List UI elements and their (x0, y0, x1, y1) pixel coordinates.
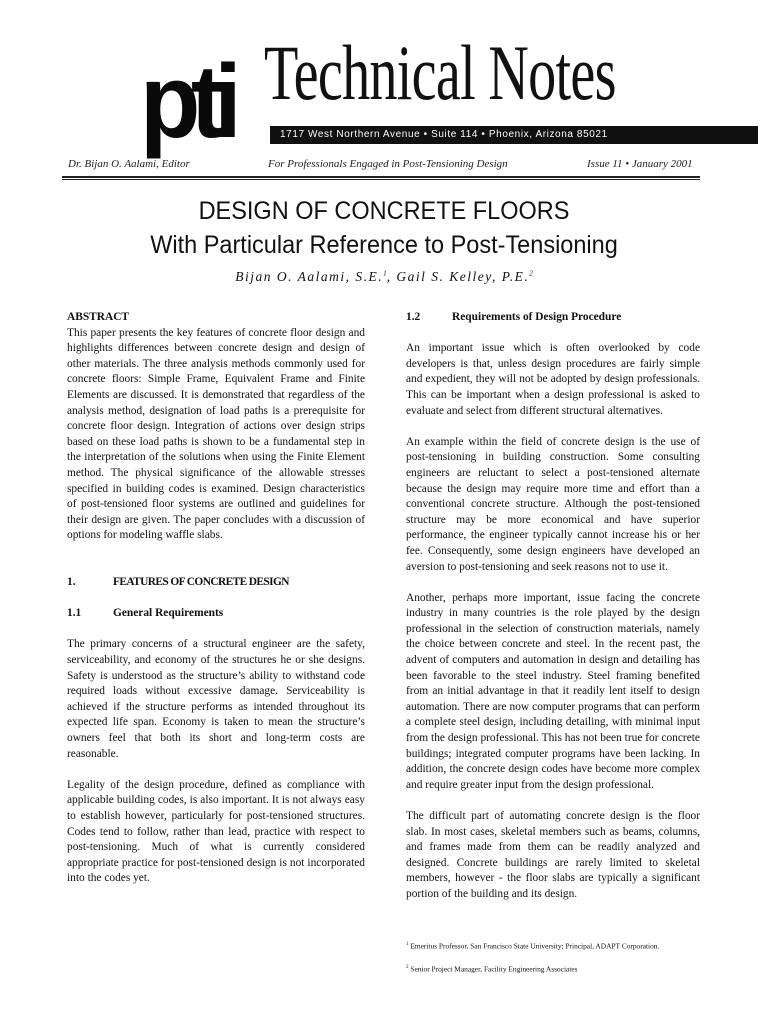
paragraph: The difficult part of automating concrete design is the floor slab. In most cases, skeletal members such as beams, columns, and frames made from them can be readily analyzed and designed. Concrete buildings are rarely limited to skeletal members, however - the floor slabs are typically a significant portion of the building and its design. (406, 810, 700, 900)
masthead (140, 22, 700, 162)
author-2: Gail S. Kelley, P.E. (396, 269, 530, 284)
paragraph: An example within the field of concrete design is the use of post-tensioning in building construction. Some consulting engineers are reluctant to select a post-tensioned alternate because the design may require more time and effort than a conventional concrete structure. Although the post-tensioned structure may be more economical and have superior performance, the engineer typically cannot increase his or her fee. Consequently, some design engineers have developed an aversion to post-tensioning and seek reasons not to use it. (406, 435, 700, 573)
pti-logo-text: pti (140, 44, 233, 160)
footnote-2 (406, 963, 706, 974)
section-title: FEATURES OF CONCRETE DESIGN (113, 576, 289, 589)
editor-name: Dr. Bijan O. Aalami, Editor (68, 158, 190, 170)
paragraph: Another, perhaps more important, issue facing the concrete industry in many countries is the role played by the design professional in the selection of construction materials, namely the choice between concrete and steel. In the recent past, the advent of computers and automation in design and detailing has been favorable to the steel industry. Steel framing benefited from an initial advantage in that it readily lent itself to design automation. There are now computer programs that can perform a complete steel design, including detailing, with minimal input from the design professional. This has not been true for concrete buildings; integrated computer programs have been lacking. In addition, the concrete design codes have become more complex and require greater input from the design professional. (406, 591, 700, 791)
address-bar: 1717 West Northern Avenue • Suite 114 • Phoenix, Arizona 85021 (270, 126, 758, 144)
abstract-heading: ABSTRACT (67, 311, 130, 323)
section-1-1-heading (67, 606, 365, 622)
section-number: 1.1 (67, 607, 82, 620)
left-column (67, 310, 365, 903)
author-separator: , (386, 269, 397, 284)
footnote-text: Emeritus Professor, San Francisco State University; Principal, ADAPT Corporation. (410, 941, 660, 951)
footnote-1 (406, 940, 706, 951)
paragraph: The primary concerns of a structural engineer are the safety, serviceability, and economy of the structures he or she designs. Safety is understood as the structure’s ability to withstand code required loads without excessive damage. Serviceability is achieved if the structure performs as intended throughout its expected life span. Economy is taken to mean the structure’s owners feel that both its short and long-term costs are reasonable. (67, 638, 365, 760)
right-column (406, 310, 700, 918)
footnotes (406, 940, 706, 987)
paper-title: DESIGN OF CONCRETE FLOORS (198, 197, 570, 225)
newsletter-title: Technical Notes (264, 29, 616, 116)
masthead-rule (62, 176, 700, 178)
paragraph: Legality of the design procedure, defined as compliance with applicable building codes, is also important. It is not always easy to establish however, particularly for post-tensioned structures. Codes tend to follow, rather than lead, practice with respect to post-tensioning. Much of what is currently considered appropriate practice for post-tensioned design is not incorporated into the codes yet. (67, 778, 365, 885)
author-1: Bijan O. Aalami, S.E. (235, 269, 384, 284)
abstract-text: This paper presents the key features of concrete floor design and highlights differences between concrete design and design of other materials. The three analysis methods commonly used for concrete floors: Simple Frame, Equivalent Frame and Finite Elements are discussed. It is demonstrated that regardless of the analysis method, designation of load paths is a prerequisite for concrete floor design. Integration of actions over design strips based on these load paths is shown to be a fundamental step in the interpretation of the solutions when using the Finite Element method. The physical significance of the allowable stresses specified in building codes is examined. Design characteristics of post-tensioned floor systems are outlined and guidelines for their design are given. The paper concludes with a discussion of options for modeling waffle slabs. (67, 326, 365, 542)
footnote-mark: 1 (406, 942, 409, 947)
section-title: General Requirements (113, 607, 224, 620)
paper-subtitle: With Particular Reference to Post-Tensioning (150, 231, 618, 259)
footnote-text: Senior Project Manager, Facility Engineering Associates (410, 964, 578, 974)
footnote-mark: 2 (406, 965, 409, 971)
issue-info: Issue 11 • January 2001 (587, 158, 693, 170)
tagline: For Professionals Engaged in Post-Tensioning Design (268, 158, 508, 170)
author-1-footnote-mark: 1 (383, 269, 387, 278)
paragraph: An important issue which is often overlooked by code developers is that, unless design procedures are fairly simple and expedient, they will not be adopted by design professionals. This can be important when a design professional is asked to evaluate and select from different structural alternatives. (406, 342, 700, 417)
pti-logo (140, 44, 270, 160)
section-title: Requirements of Design Procedure (452, 311, 622, 323)
masthead-rule-thin (62, 179, 700, 180)
section-number: 1. (67, 576, 76, 589)
author-2-footnote-mark: 2 (529, 269, 533, 278)
section-1-heading (67, 575, 365, 591)
section-number: 1.2 (406, 311, 421, 323)
authors (0, 269, 768, 285)
section-1-2-heading (406, 310, 700, 326)
